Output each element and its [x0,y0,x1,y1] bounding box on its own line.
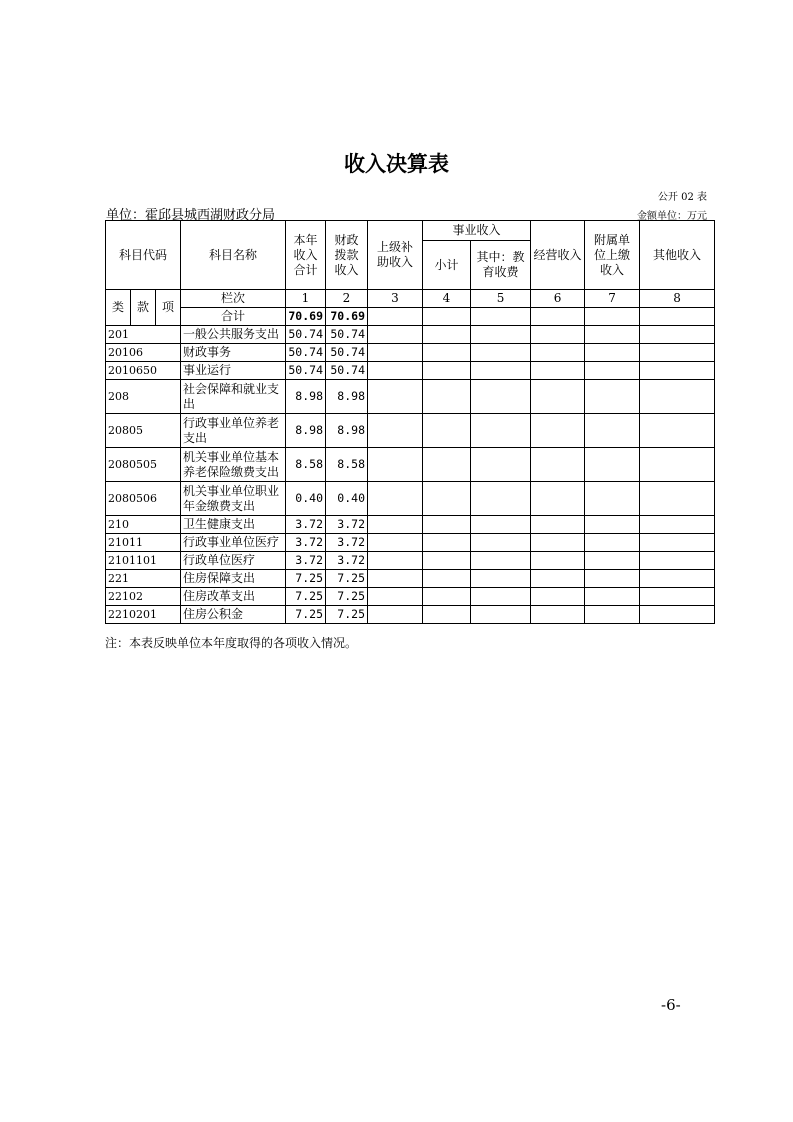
row-empty-cell [585,326,640,344]
row-empty-cell [368,534,423,552]
row-code: 20106 [106,344,181,362]
row-empty-cell [368,326,423,344]
row-empty-cell [471,344,531,362]
header-business-sub: 小计 [423,241,471,290]
header-superior: 上级补助收入 [368,221,423,290]
header-fiscal: 财政拨款收入 [326,221,368,290]
row-empty-cell [585,380,640,414]
row-name: 行政单位医疗 [181,552,286,570]
header-operating: 经营收入 [531,221,585,290]
row-empty-cell [585,362,640,380]
row-code: 2080505 [106,448,181,482]
row-empty-cell [368,482,423,516]
table-row [106,534,715,552]
page-number: -6- [661,996,681,1014]
row-empty-cell [368,448,423,482]
row-empty-cell [423,482,471,516]
header-xiang: 项 [156,290,181,326]
row-empty-cell [585,534,640,552]
row-code: 20805 [106,414,181,448]
row-empty-cell [585,414,640,448]
col-number: 3 [368,290,423,308]
row-fiscal: 7.25 [326,606,368,624]
row-empty-cell [368,344,423,362]
row-empty-cell [471,362,531,380]
row-empty-cell [423,534,471,552]
row-empty-cell [640,362,715,380]
table-row [106,588,715,606]
row-total: 8.98 [286,380,326,414]
row-empty-cell [640,588,715,606]
row-fiscal: 3.72 [326,552,368,570]
row-empty-cell [423,516,471,534]
row-empty-cell [531,516,585,534]
row-name: 机关事业单位职业年金缴费支出 [181,482,286,516]
row-empty-cell [640,448,715,482]
row-empty-cell [585,606,640,624]
row-empty-cell [471,516,531,534]
row-name: 一般公共服务支出 [181,326,286,344]
col-number: 4 [423,290,471,308]
row-fiscal: 50.74 [326,344,368,362]
header-subject-code: 科目代码 [106,221,181,290]
row-empty-cell [640,534,715,552]
row-empty-cell [471,606,531,624]
row-code: 21011 [106,534,181,552]
table-row [106,448,715,482]
row-code: 2210201 [106,606,181,624]
row-empty-cell [471,552,531,570]
row-total: 7.25 [286,570,326,588]
row-empty-cell [471,570,531,588]
row-fiscal: 50.74 [326,362,368,380]
row-fiscal: 7.25 [326,588,368,606]
col-number: 2 [326,290,368,308]
row-empty-cell [531,552,585,570]
row-empty-cell [423,448,471,482]
col-number: 6 [531,290,585,308]
row-total: 8.58 [286,448,326,482]
row-code: 208 [106,380,181,414]
row-empty-cell [531,534,585,552]
row-empty-cell [423,344,471,362]
row-total: 7.25 [286,606,326,624]
row-empty-cell [423,414,471,448]
row-empty-cell [423,570,471,588]
row-total: 3.72 [286,534,326,552]
row-empty-cell [423,362,471,380]
row-empty-cell [368,606,423,624]
row-empty-cell [640,606,715,624]
row-empty-cell [531,326,585,344]
row-name: 事业运行 [181,362,286,380]
row-empty-cell [640,516,715,534]
row-fiscal: 8.98 [326,414,368,448]
row-empty-cell [640,380,715,414]
col-number: 8 [640,290,715,308]
row-empty-cell [585,482,640,516]
row-code: 2080506 [106,482,181,516]
row-code: 2010650 [106,362,181,380]
table-row [106,326,715,344]
unit-label: 单位：霍邱县城西湖财政分局 [106,208,276,223]
row-empty-cell [471,534,531,552]
row-empty-cell [531,482,585,516]
row-empty-cell [423,326,471,344]
row-name: 行政事业单位医疗 [181,534,286,552]
row-total: 3.72 [286,552,326,570]
row-empty-cell [423,606,471,624]
row-fiscal: 8.58 [326,448,368,482]
row-name: 住房改革支出 [181,588,286,606]
header-business-edu: 其中：教育收费 [471,241,531,290]
row-empty-cell [585,448,640,482]
header-other: 其他收入 [640,221,715,290]
row-empty-cell [471,448,531,482]
row-empty-cell [640,414,715,448]
row-empty-cell [471,482,531,516]
table-row [106,344,715,362]
row-empty-cell [640,344,715,362]
row-empty-cell [368,414,423,448]
row-empty-cell [531,362,585,380]
table-row [106,552,715,570]
row-empty-cell [423,552,471,570]
table-number: 公开 02 表 [657,192,707,203]
row-empty-cell [368,570,423,588]
row-empty-cell [640,482,715,516]
table-note: 注：本表反映单位本年度取得的各项收入情况。 [105,636,358,650]
row-empty-cell [368,380,423,414]
row-name: 卫生健康支出 [181,516,286,534]
row-code: 22102 [106,588,181,606]
row-empty-cell [368,552,423,570]
amount-unit-label: 金额单位：万元 [637,211,707,222]
row-fiscal: 0.40 [326,482,368,516]
row-empty-cell [640,552,715,570]
header-business: 事业收入 [423,221,531,241]
row-total: 50.74 [286,344,326,362]
table-row [106,362,715,380]
row-empty-cell [531,344,585,362]
row-empty-cell [531,448,585,482]
row-fiscal: 3.72 [326,516,368,534]
table-row [106,414,715,448]
row-name: 行政事业单位养老支出 [181,414,286,448]
row-empty-cell [471,414,531,448]
row-code: 221 [106,570,181,588]
row-name: 财政事务 [181,344,286,362]
col-number: 5 [471,290,531,308]
page-title: 收入决算表 [344,152,449,176]
row-total: 3.72 [286,516,326,534]
col-number: 1 [286,290,326,308]
row-total: 50.74 [286,326,326,344]
table-body [106,326,715,624]
row-empty-cell [368,516,423,534]
header-affiliated: 附属单位上缴收入 [585,221,640,290]
header-subject-name: 科目名称 [181,221,286,290]
row-empty-cell [585,344,640,362]
table-row [106,380,715,414]
row-empty-cell [585,552,640,570]
row-empty-cell [531,414,585,448]
table-row [106,482,715,516]
row-empty-cell [585,570,640,588]
row-fiscal: 8.98 [326,380,368,414]
table-row [106,606,715,624]
column-row-label: 栏次 [181,290,286,308]
row-empty-cell [585,516,640,534]
row-fiscal: 3.72 [326,534,368,552]
row-total: 8.98 [286,414,326,448]
table-row [106,516,715,534]
header-total: 本年收入合计 [286,221,326,290]
totals-total: 70.69 [286,308,326,326]
row-empty-cell [368,588,423,606]
row-empty-cell [471,326,531,344]
row-empty-cell [531,380,585,414]
row-name: 住房保障支出 [181,570,286,588]
row-empty-cell [423,588,471,606]
header-lei: 类 [106,290,131,326]
row-code: 210 [106,516,181,534]
income-table [105,220,715,624]
row-empty-cell [585,588,640,606]
row-empty-cell [423,380,471,414]
table-row [106,570,715,588]
row-empty-cell [368,362,423,380]
row-code: 201 [106,326,181,344]
row-empty-cell [531,588,585,606]
totals-label: 合计 [181,308,286,326]
col-number: 7 [585,290,640,308]
row-empty-cell [531,606,585,624]
row-name: 住房公积金 [181,606,286,624]
header-kuan: 款 [131,290,156,326]
row-empty-cell [531,570,585,588]
row-total: 7.25 [286,588,326,606]
row-fiscal: 7.25 [326,570,368,588]
row-empty-cell [640,326,715,344]
row-empty-cell [640,570,715,588]
row-total: 50.74 [286,362,326,380]
totals-fiscal: 70.69 [326,308,368,326]
row-fiscal: 50.74 [326,326,368,344]
row-empty-cell [471,380,531,414]
row-code: 2101101 [106,552,181,570]
row-empty-cell [471,588,531,606]
row-name: 社会保障和就业支出 [181,380,286,414]
row-name: 机关事业单位基本养老保险缴费支出 [181,448,286,482]
row-total: 0.40 [286,482,326,516]
